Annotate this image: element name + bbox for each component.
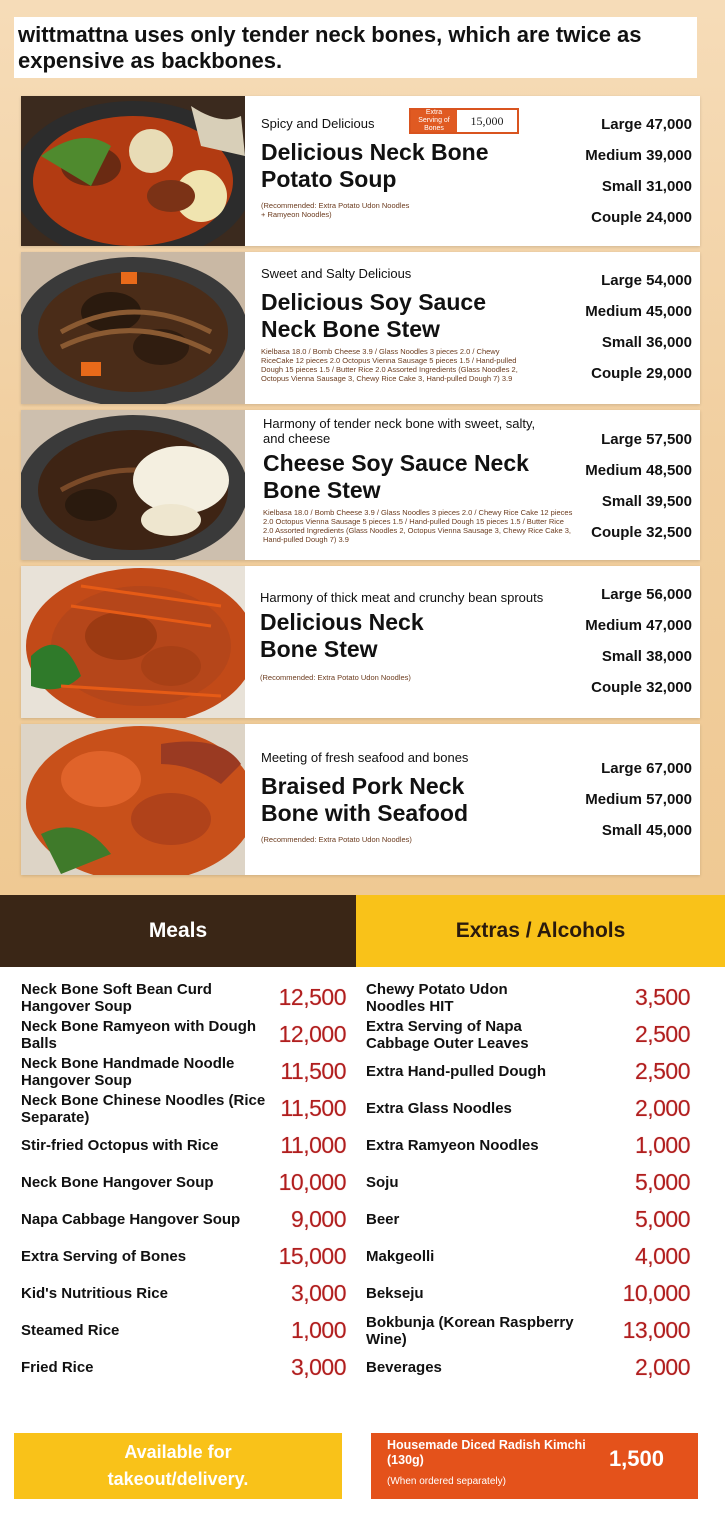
item-price: 2,000 xyxy=(634,1095,690,1121)
list-item[interactable] xyxy=(21,1016,346,1053)
item-price: 4,000 xyxy=(634,1243,690,1269)
tab-extras-alcohols[interactable]: Extras / Alcohols xyxy=(356,895,725,967)
kimchi-box[interactable] xyxy=(371,1433,698,1499)
item-price: 2,500 xyxy=(634,1021,690,1047)
dish-card-neck-bone-stew[interactable] xyxy=(21,566,700,718)
price-medium: Medium 57,000 xyxy=(585,791,692,808)
item-name: Chewy Potato Udon Noodles HIT xyxy=(366,980,508,1015)
item-name: Extra Hand-pulled Dough xyxy=(366,1063,546,1080)
price-medium: Medium 39,000 xyxy=(585,147,692,164)
list-item[interactable] xyxy=(21,1053,346,1090)
dish-photo-seafood xyxy=(21,724,245,875)
list-item[interactable] xyxy=(366,1275,690,1312)
price-couple: Couple 32,000 xyxy=(591,679,692,696)
price-small: Small 36,000 xyxy=(601,334,692,351)
price-couple: Couple 24,000 xyxy=(591,209,692,226)
list-item[interactable] xyxy=(366,1016,690,1053)
dish-description xyxy=(261,750,581,844)
dish-name: Braised Pork Neck Bone with Seafood xyxy=(261,773,468,826)
price-small: Small 45,000 xyxy=(601,822,692,839)
price-small: Small 31,000 xyxy=(601,178,692,195)
list-item[interactable] xyxy=(21,979,346,1016)
dish-card-potato-soup[interactable] xyxy=(21,96,700,246)
item-name: Beer xyxy=(366,1211,400,1228)
item-price: 13,000 xyxy=(622,1317,690,1343)
list-item[interactable] xyxy=(366,1312,690,1349)
price-large: Large 47,000 xyxy=(601,116,692,133)
item-price: 9,000 xyxy=(290,1206,346,1232)
item-price: 3,000 xyxy=(290,1280,346,1306)
item-name: Fried Rice xyxy=(21,1359,94,1376)
dish-tagline: Spicy and Delicious xyxy=(261,116,375,131)
dish-note: Kielbasa 18.0 / Bomb Cheese 3.9 / Glass Noodles 3 pieces 2.0 / Chewy Rice Cake 12 pieces 2.0 Octopus Vienna Sausage 5 pieces 1.5 / Hand-pulled Dough 15 pieces 1.5 / Butter Rice 2.0 Assorted Ingredients (Glass Noodles 2, Octopus Vienna Sausage 3, Chewy Rice Cake 3, Hand-pulled Dough 7) 3.9 xyxy=(263,508,573,544)
item-price: 1,000 xyxy=(290,1317,346,1343)
list-item[interactable] xyxy=(366,1201,690,1238)
item-name: Steamed Rice xyxy=(21,1322,120,1339)
list-item[interactable] xyxy=(366,1238,690,1275)
dish-note: (Recommended: Extra Potato Udon Noodles) xyxy=(260,673,411,682)
banner-text: wittmattna uses only tender neck bones, which are twice as expensive as backbones. xyxy=(14,17,697,78)
takeout-text: Available for takeout/delivery. xyxy=(107,1442,249,1489)
list-item[interactable] xyxy=(366,1053,690,1090)
item-name: Extra Serving of Napa Cabbage Outer Leaves xyxy=(366,1017,529,1052)
list-item[interactable] xyxy=(21,1127,346,1164)
extra-bones-badge xyxy=(409,108,519,134)
item-name: Soju xyxy=(366,1174,399,1191)
price-medium: Medium 45,000 xyxy=(585,303,692,320)
dish-photo-neck-bone-stew xyxy=(21,566,245,718)
list-item[interactable] xyxy=(21,1201,346,1238)
tab-meals[interactable]: Meals xyxy=(0,895,356,967)
list-item[interactable] xyxy=(21,1349,346,1386)
price-couple: Couple 29,000 xyxy=(591,365,692,382)
item-name: Makgeolli xyxy=(366,1248,435,1265)
extra-bones-price: 15,000 xyxy=(470,113,504,128)
price-large: Large 57,500 xyxy=(601,431,692,448)
list-item[interactable] xyxy=(21,1275,346,1312)
dish-tagline: Harmony of tender neck bone with sweet, salty, and cheese xyxy=(263,416,536,446)
item-name: Bokbunja (Korean Raspberry Wine) xyxy=(366,1313,574,1348)
list-item[interactable] xyxy=(366,1090,690,1127)
dish-prices xyxy=(562,753,692,846)
list-item[interactable] xyxy=(366,1164,690,1201)
item-price: 15,000 xyxy=(278,1243,346,1269)
price-medium: Medium 48,500 xyxy=(585,462,692,479)
dish-name: Delicious Neck Bone Stew xyxy=(260,609,424,662)
extras-list xyxy=(366,979,690,1386)
kimchi-price: 1,500 xyxy=(608,1446,664,1471)
item-price: 10,000 xyxy=(622,1280,690,1306)
extra-bones-label: Extra Serving of Bones xyxy=(411,110,457,132)
dish-prices xyxy=(562,424,692,548)
dish-tagline: Harmony of thick meat and crunchy bean sprouts xyxy=(260,590,544,605)
dish-prices xyxy=(562,109,692,233)
dish-description xyxy=(261,266,581,383)
list-item[interactable] xyxy=(366,1127,690,1164)
item-price: 11,000 xyxy=(280,1132,346,1158)
item-price: 12,000 xyxy=(278,1021,346,1047)
price-medium: Medium 47,000 xyxy=(585,617,692,634)
dish-tagline: Sweet and Salty Delicious xyxy=(261,266,412,281)
item-name: Neck Bone Soft Bean Curd Hangover Soup xyxy=(21,980,212,1015)
item-price: 3,500 xyxy=(634,984,690,1010)
item-price: 3,000 xyxy=(290,1354,346,1380)
dish-photo-cheese-stew xyxy=(21,410,245,560)
dish-name: Delicious Soy Sauce Neck Bone Stew xyxy=(261,289,486,342)
list-item[interactable] xyxy=(21,1164,346,1201)
list-item[interactable] xyxy=(366,1349,690,1386)
dish-name: Delicious Neck Bone Potato Soup xyxy=(261,139,489,192)
dish-card-soy-stew[interactable] xyxy=(21,252,700,404)
dish-name: Cheese Soy Sauce Neck Bone Stew xyxy=(263,450,529,503)
item-name: Neck Bone Chinese Noodles (Rice Separate) xyxy=(21,1091,266,1126)
kimchi-note: (When ordered separately) xyxy=(387,1476,506,1487)
item-name: Kid's Nutritious Rice xyxy=(21,1285,168,1302)
dish-photo-soy-stew xyxy=(21,252,245,404)
item-name: Beverages xyxy=(366,1359,442,1376)
item-price: 5,000 xyxy=(634,1169,690,1195)
dish-card-seafood[interactable] xyxy=(21,724,700,875)
dish-description xyxy=(263,416,583,544)
item-name: Napa Cabbage Hangover Soup xyxy=(21,1211,241,1228)
item-name: Extra Glass Noodles xyxy=(366,1100,512,1117)
dish-card-cheese-stew[interactable] xyxy=(21,410,700,560)
item-price: 11,500 xyxy=(280,1058,346,1084)
dish-tagline: Meeting of fresh seafood and bones xyxy=(261,750,469,765)
list-item[interactable] xyxy=(21,1090,346,1127)
price-large: Large 56,000 xyxy=(601,586,692,603)
item-price: 1,000 xyxy=(634,1132,690,1158)
item-price: 2,500 xyxy=(634,1058,690,1084)
dish-note: (Recommended: Extra Potato Udon Noodles + Ramyeon Noodles) xyxy=(261,201,410,219)
price-small: Small 38,000 xyxy=(601,648,692,665)
item-name: Neck Bone Ramyeon with Dough Balls xyxy=(21,1017,257,1052)
takeout-delivery-banner xyxy=(14,1433,342,1499)
list-item[interactable] xyxy=(21,1238,346,1275)
dish-prices xyxy=(562,265,692,389)
price-couple: Couple 32,500 xyxy=(591,524,692,541)
item-name: Extra Ramyeon Noodles xyxy=(366,1137,539,1154)
dish-photo-potato-soup xyxy=(21,96,245,246)
meals-list xyxy=(21,979,346,1386)
dish-note: (Recommended: Extra Potato Udon Noodles) xyxy=(261,835,412,844)
item-name: Extra Serving of Bones xyxy=(21,1248,187,1265)
item-price: 10,000 xyxy=(278,1169,346,1195)
item-name: Bekseju xyxy=(366,1285,424,1302)
dish-note: Kielbasa 18.0 / Bomb Cheese 3.9 / Glass Noodles 3 pieces 2.0 / Chewy RiceCake 12 pieces 2.0 Octopus Vienna Sausage 5 pieces 1.5 / Hand-pulled Dough 15 pieces 1.5 / Butter Rice 2.0 Assorted Ingredients (Glass Noodles 2, Octopus Vienna Sausage 3, Chewy Rice Cake 3, Hand-pulled Dough 7) 3.9 xyxy=(261,347,518,383)
price-large: Large 54,000 xyxy=(601,272,692,289)
item-price: 2,000 xyxy=(634,1354,690,1380)
item-name: Stir-fried Octopus with Rice xyxy=(21,1137,219,1154)
item-name: Neck Bone Hangover Soup xyxy=(21,1174,214,1191)
kimchi-name: Housemade Diced Radish Kimchi (130g) xyxy=(387,1438,586,1467)
price-small: Small 39,500 xyxy=(601,493,692,510)
dish-description xyxy=(260,590,580,682)
item-price: 11,500 xyxy=(280,1095,346,1121)
dish-prices xyxy=(562,579,692,703)
list-item[interactable] xyxy=(366,979,690,1016)
price-large: Large 67,000 xyxy=(601,760,692,777)
item-name: Neck Bone Handmade Noodle Hangover Soup xyxy=(21,1054,235,1089)
item-price: 5,000 xyxy=(634,1206,690,1232)
list-item[interactable] xyxy=(21,1312,346,1349)
item-price: 12,500 xyxy=(278,984,346,1010)
